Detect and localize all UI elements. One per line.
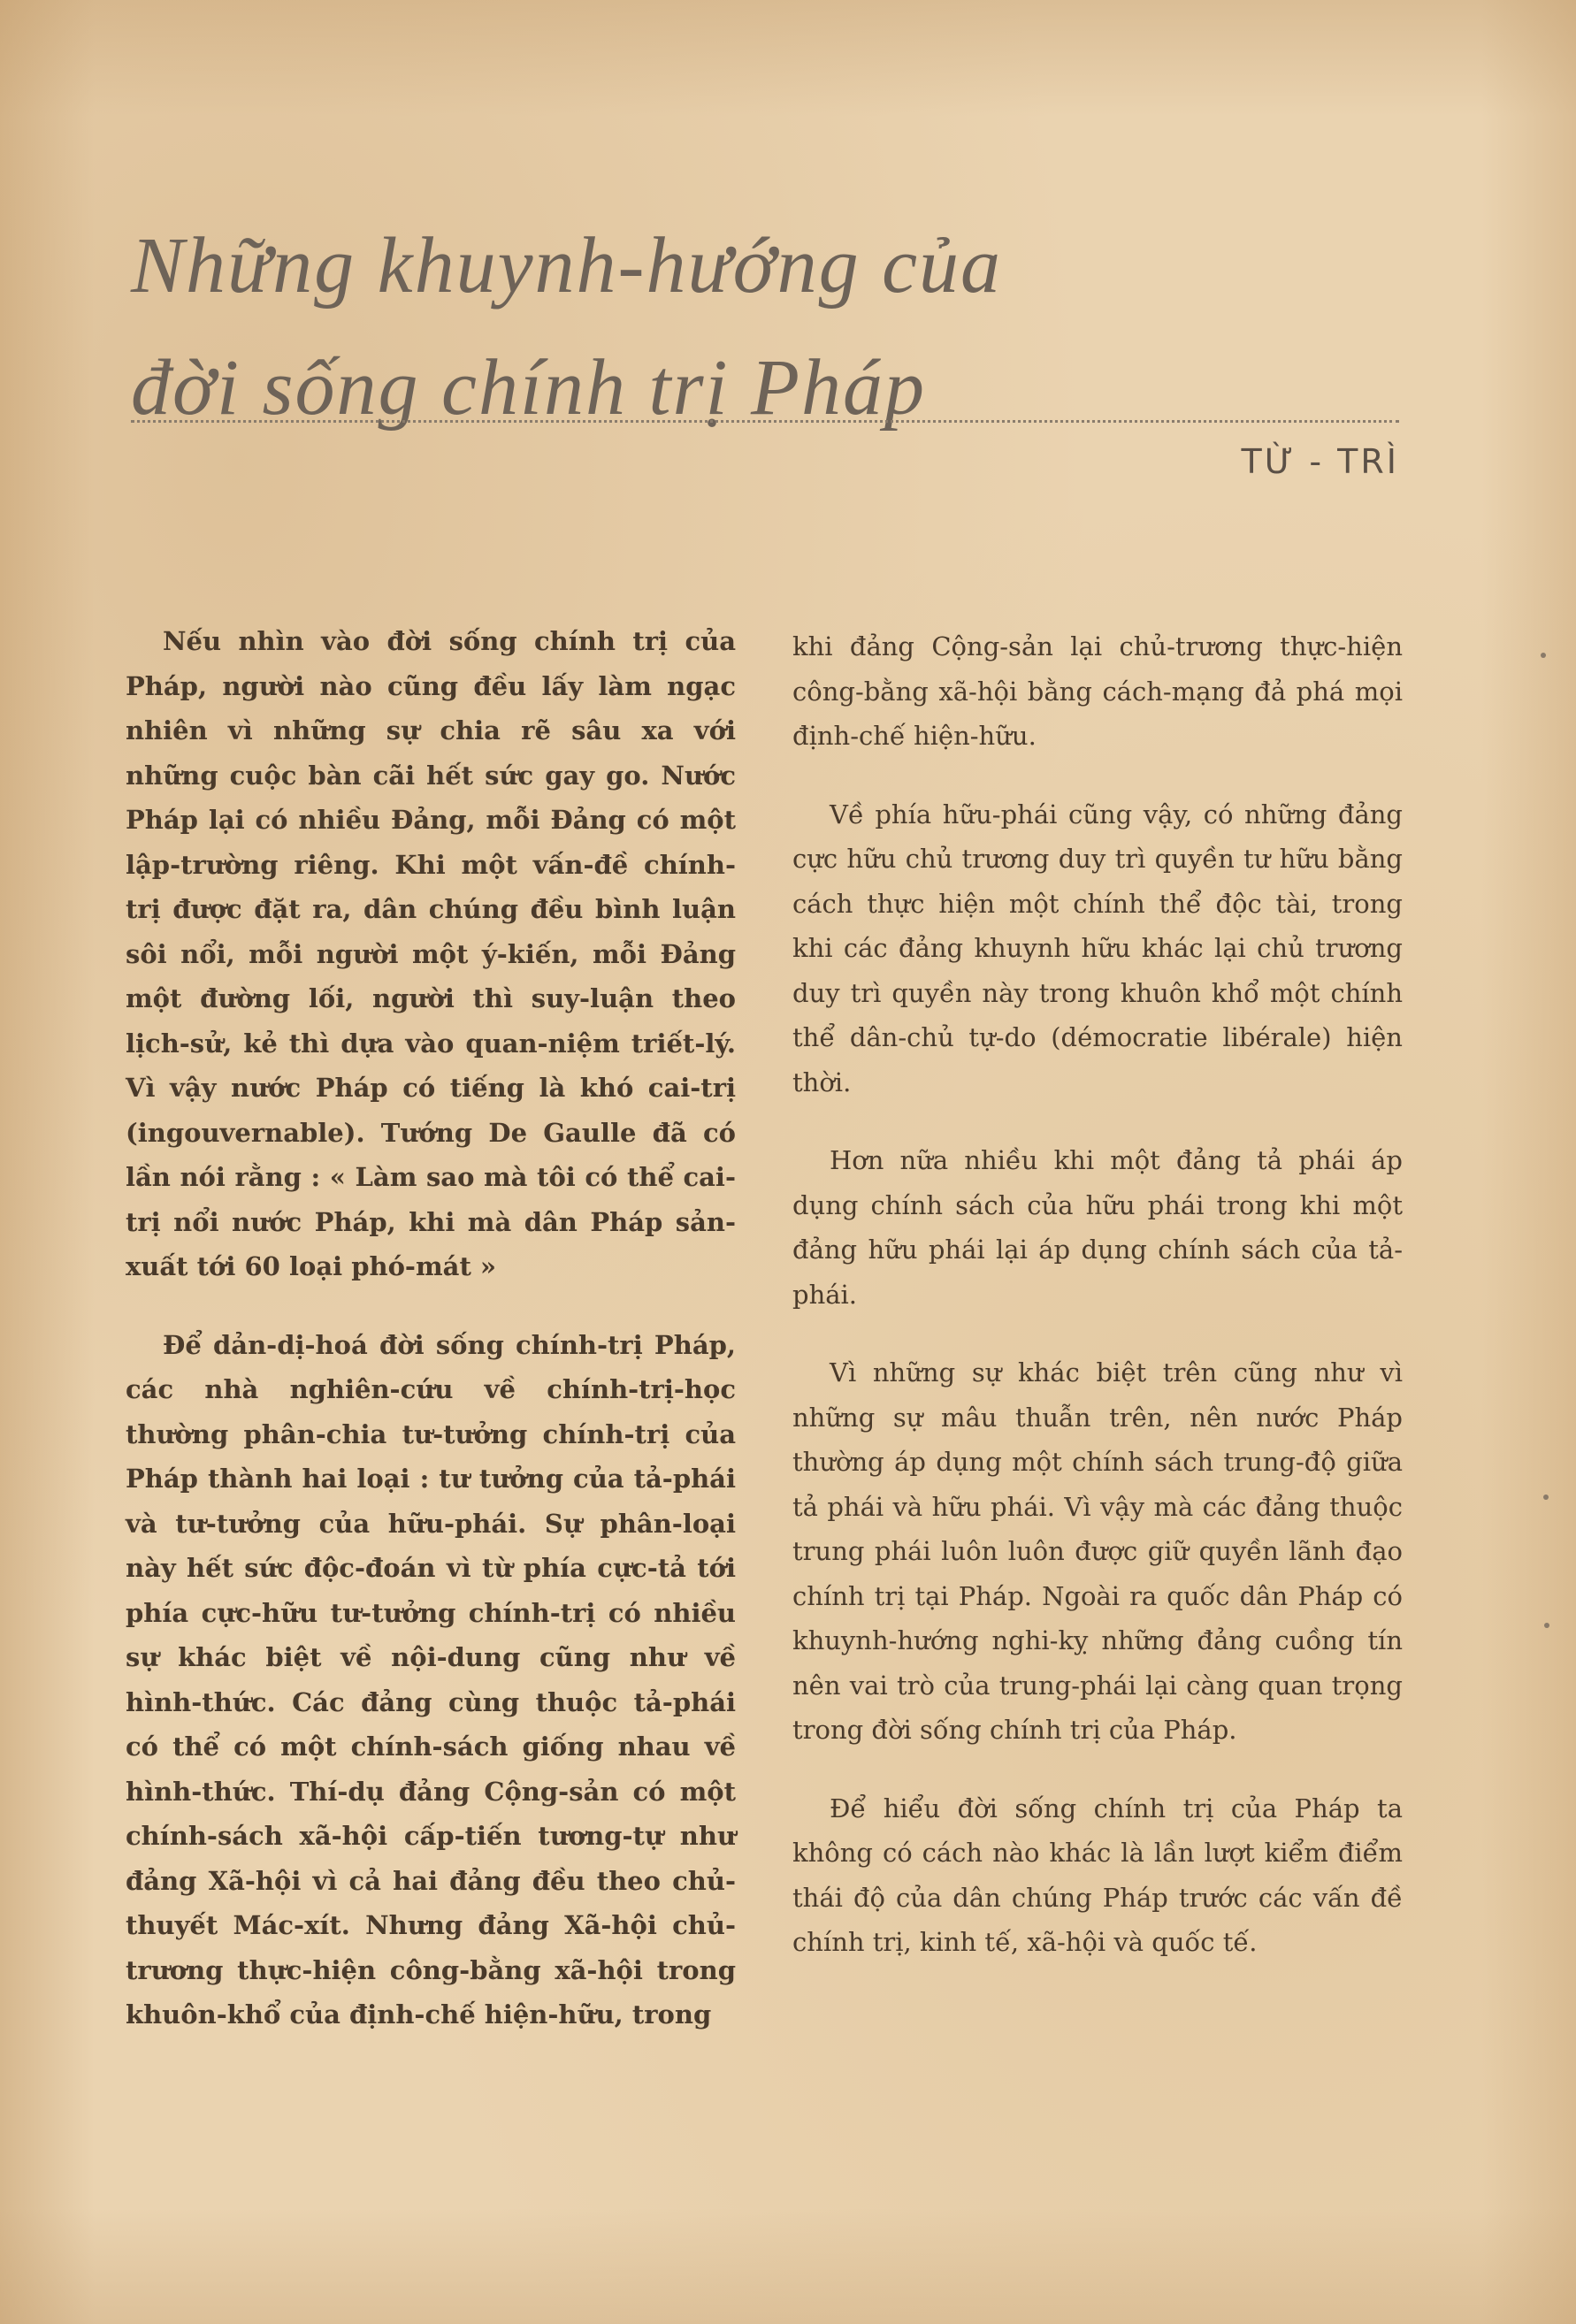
paragraph: Hơn nữa nhiều khi một đảng tả phái áp dụng chính sách của hữu phái trong khi một đảng hữu phái lại áp dụng chính sách của tả-phái. [792, 1145, 1403, 1310]
paragraph: Để dản-dị-hoá đời sống chính-trị Pháp, các nhà nghiên-cứu về chính-trị-học thường phân-chia tư-tưởng chính-trị của Pháp thành hai loại : tư tưởng của tả-phái và tư-tưởng của hữu-phái. Sự phân-loại này hết sức độc-đoán vì từ phía cực-tả tới phía cực-hữu tư-tưởng chính-trị có nhiều sự khác biệt về nội-dung cũng như về hình-thức. Các đảng cùng thuộc tả-phái có thể có một chính-sách giống nhau về hình-thức. Thí-dụ đảng Cộng-sản có một chính-sách xã-hội cấp-tiến tương-tự như đảng Xã-hội vì cả hai đảng đều theo chủ-thuyết Mác-xít. Nhưng đảng Xã-hội chủ-trương thực-hiện công-bằng xã-hội trong khuôn-khổ của định-chế hiện-hữu, trong [126, 1329, 736, 2030]
author-name: TỪ - TRÌ [1241, 442, 1399, 481]
paper-speck [1544, 1623, 1549, 1628]
paragraph: Vì những sự khác biệt trên cũng như vì những sự mâu thuẫn trên, nên nước Pháp thường áp dụng một chính sách trung-độ giữa tả phái và hữu phái. Vì vậy mà các đảng thuộc trung phái luôn luôn được giữ quyền lãnh đạo chính trị tại Pháp. Ngoài ra quốc dân Pháp có khuynh-hướng nghi-kỵ những đảng cuồng tín nên vai trò của trung-phái lại càng quan trọng trong đời sống chính trị của Pháp. [792, 1357, 1403, 1745]
article-title-line-1: Những khuynh-hướng của [131, 222, 1003, 310]
paper-speck [1541, 653, 1546, 658]
article-title [131, 205, 1413, 449]
paragraph: Về phía hữu-phái cũng vậy, có những đảng cực hữu chủ trương duy trì quyền tư hữu bằng cách thực hiện một chính thể độc tài, trong khi các đảng khuynh hữu khác lại chủ trương duy trì quyền này trong khuôn khổ một chính thể dân-chủ tự-do (démocratie libérale) hiện thời. [792, 799, 1403, 1097]
text-column-left [126, 619, 736, 2037]
paragraph: Nếu nhìn vào đời sống chính trị của Pháp, người nào cũng đều lấy làm ngạc nhiên vì những sự chia rẽ sâu xa với những cuộc bàn cãi hết sức gay go. Nước Pháp lại có nhiều Đảng, mỗi Đảng có một lập-trường riêng. Khi một vấn-đề chính-trị được đặt ra, dân chúng đều bình luận sôi nổi, mỗi người một ý-kiến, mỗi Đảng một đường lối, người thì suy-luận theo lịch-sử, kẻ thì dựa vào quan-niệm triết-lý. Vì vậy nước Pháp có tiếng là khó cai-trị (ingouvernable). Tướng De Gaulle đã có lần nói rằng : « Làm sao mà tôi có thể cai-trị nổi nước Pháp, khi mà dân Pháp sản-xuất tới 60 loại phó-mát » [126, 626, 736, 1281]
paper-speck [1543, 1495, 1549, 1500]
article-title-line-2: đời sống chính trị Pháp [131, 344, 927, 432]
paragraph: Để hiểu đời sống chính trị của Pháp ta không có cách nào khác là lần lượt kiểm điểm thái độ của dân chúng Pháp trước các vấn đề chính trị, kinh tế, xã-hội và quốc tế. [792, 1793, 1403, 1957]
title-divider [131, 420, 1399, 423]
paragraph-continued: khi đảng Cộng-sản lại chủ-trương thực-hiện công-bằng xã-hội bằng cách-mạng đả phá mọi định-chế hiện-hữu. [792, 631, 1403, 751]
text-column-right [792, 624, 1403, 1965]
